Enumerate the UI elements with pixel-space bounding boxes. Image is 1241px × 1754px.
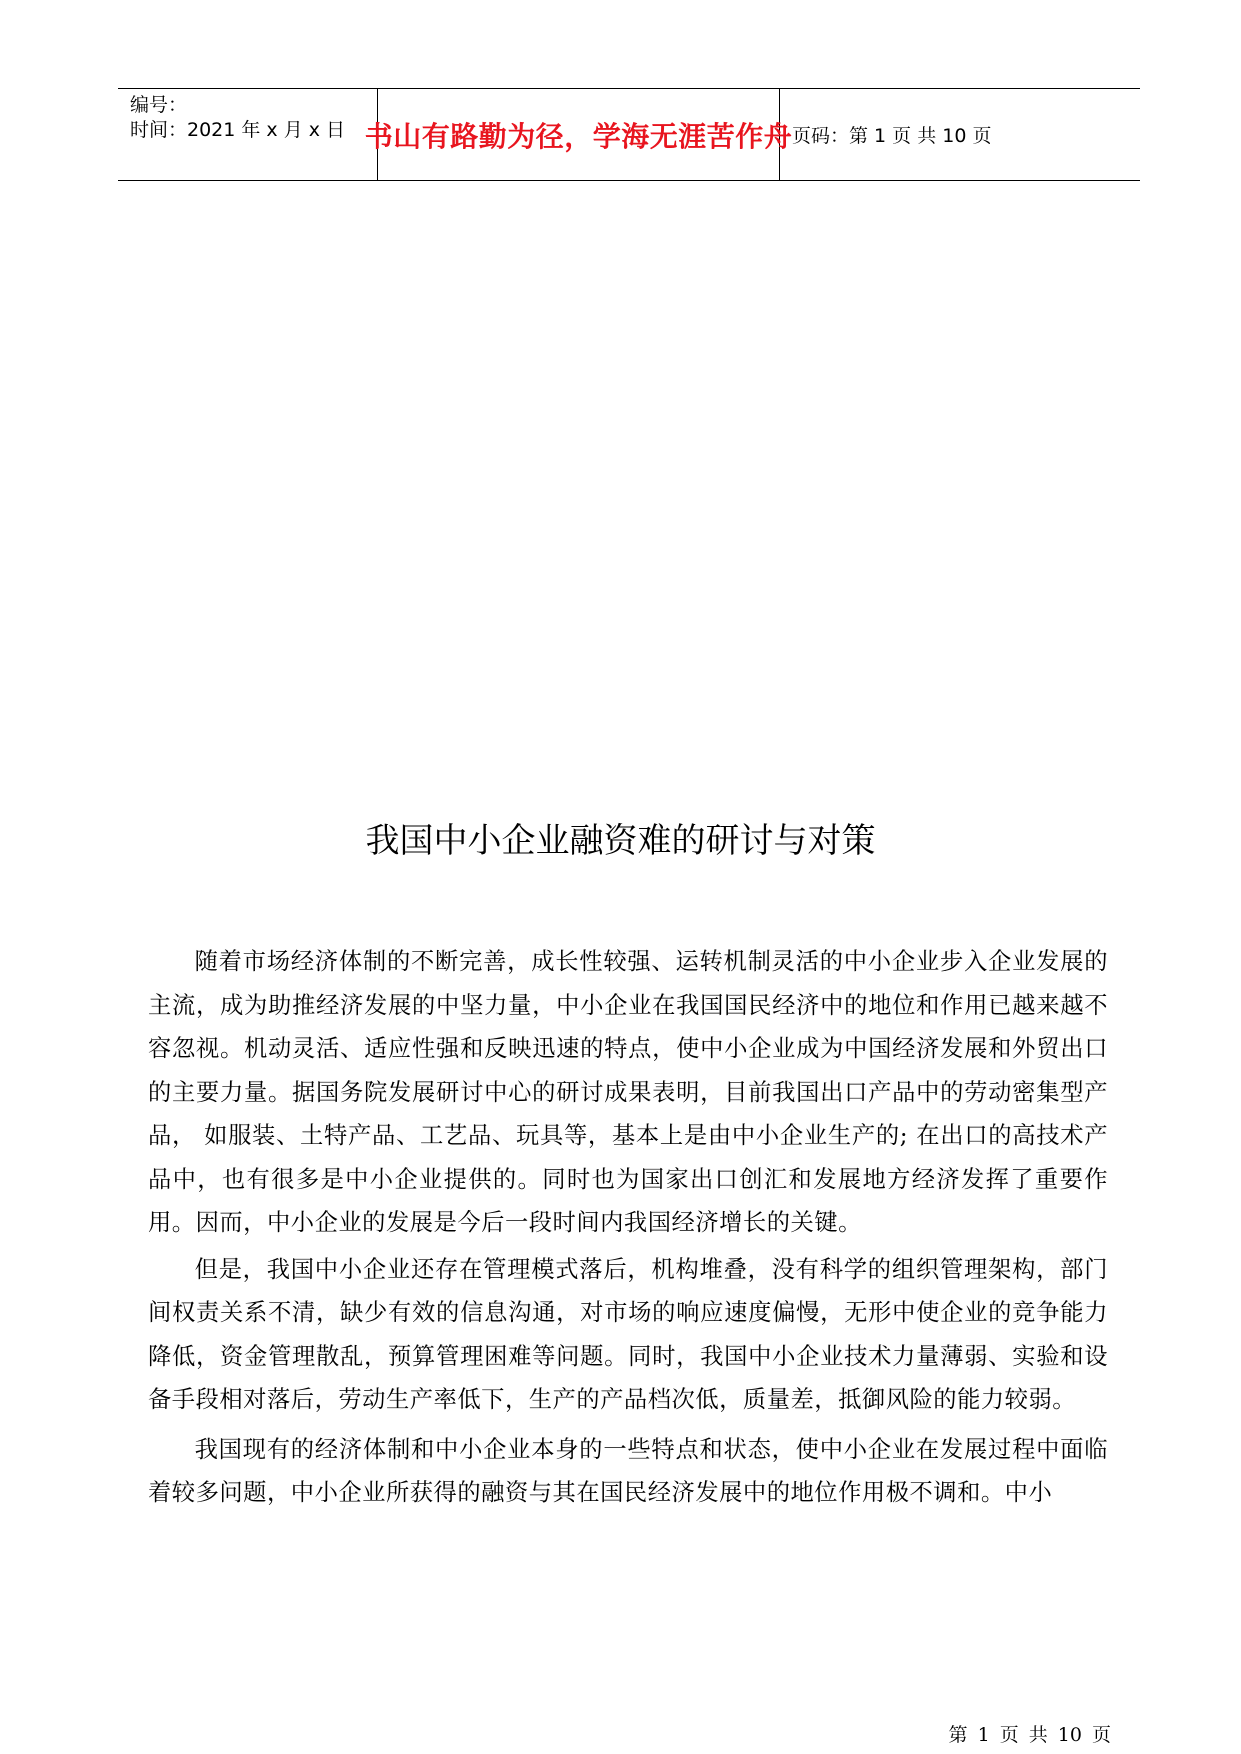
page-footer: 第 1 页 共 10 页 bbox=[948, 1724, 1111, 1746]
body-paragraph: 随着市场经济体制的不断完善，成长性较强、运转机制灵活的中小企业步入企业发展的主流，成为助推经济发展的中坚力量，中小企业在我国国民经济中的地位和作用已越来越不容忽视。机动灵活、适应性强和反映迅速的特点，使中小企业成为中国经济发展和外贸出口的主要力量。据国务院发展研讨中心的研讨成果表明，目前我国出口产品中的劳动密集型产品， 如服装、土特产品、工艺品、玩具等，基本上是由中小企业生产的; 在出口的高技术产品中，也有很多是中小企业提供的。同时也为国家出口创汇和发展地方经济发挥了重要作用。因而，中小企业的发展是今后一段时间内我国经济增长的关键。 bbox=[148, 948, 1108, 1236]
header-motto-cell bbox=[364, 89, 793, 180]
document-time-label: 时间：2021 年 x 月 x 日 bbox=[130, 119, 346, 141]
body-paragraph: 但是，我国中小企业还存在管理模式落后，机构堆叠，没有科学的组织管理架构，部门间权责关系不清，缺少有效的信息沟通，对市场的响应速度偏慢，无形中使企业的竞争能力降低，资金管理散乱，预算管理困难等问题。同时，我国中小企业技术力量薄弱、实验和设备手段相对落后，劳动生产率低下，生产的产品档次低，质量差，抵御风险的能力较弱。 bbox=[148, 1255, 1108, 1413]
document-title: 我国中小企业融资难的研讨与对策 bbox=[365, 821, 876, 861]
document-header bbox=[118, 88, 1140, 181]
header-page-code: 页码：第 1 页 共 10 页 bbox=[792, 125, 992, 147]
header-info-cell bbox=[118, 89, 377, 180]
header-motto: 书山有路勤为径，学海无涯苦作舟 bbox=[364, 119, 793, 153]
header-page-cell bbox=[780, 89, 1140, 180]
body-paragraph: 我国现有的经济体制和中小企业本身的一些特点和状态，使中小企业在发展过程中面临着较多问题，中小企业所获得的融资与其在国民经济发展中的地位作用极不调和。中小 bbox=[148, 1435, 1108, 1506]
document-id-label: 编号： bbox=[130, 94, 188, 116]
document-body bbox=[148, 940, 1108, 1515]
